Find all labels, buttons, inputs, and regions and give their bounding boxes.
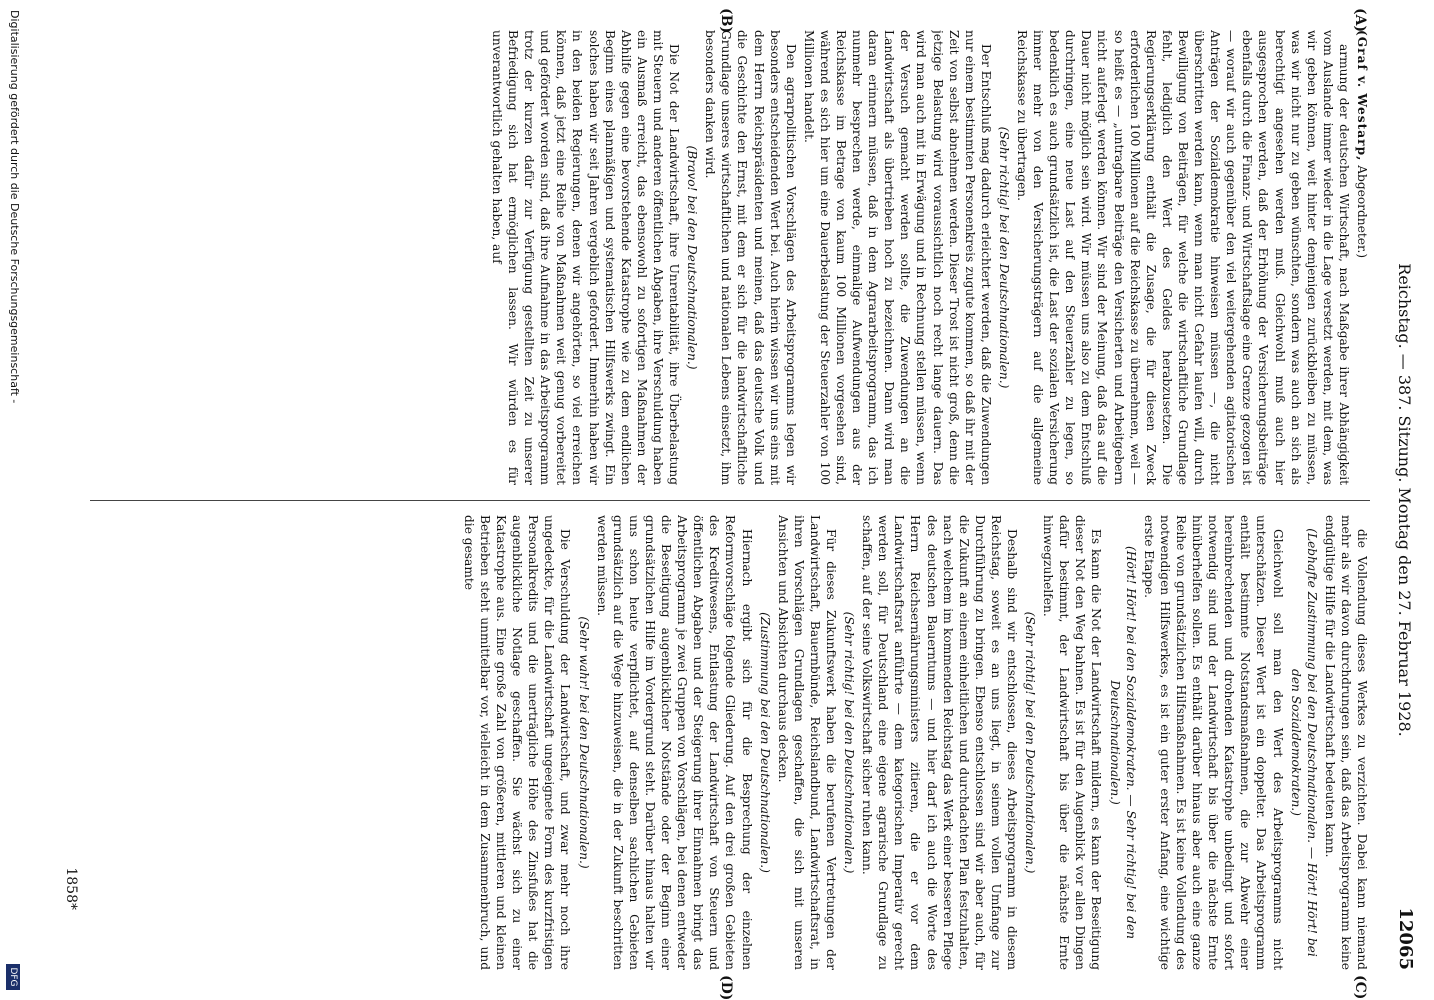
page-header [1380, 30, 1416, 970]
interjection: (Sehr richtig! bei den Deutschnationalen.) [996, 126, 1011, 389]
page-title: Reichstag. — 387. Sitzung. Montag den 27. Februar 1928. [1395, 263, 1414, 737]
paragraph: Für dieses Zukunftswerk haben die berufenen Vertretungen der Landwirtschaft, Bauernbünde, Reichslandbund, Landwirtschaftsrat, in ihren Vorschlägen Grundlagen geschaffen, die sich mit unseren Ansichten und Absichten durchaus decken. [775, 515, 838, 970]
digitization-credit [0, 0, 30, 1000]
interjection: (Hört! Hört! bei den Sozialdemokraten. — Sehr richtig! bei den Deutschnationalen.) [1107, 545, 1138, 940]
interjection: (Sehr richtig! bei den Deutschnationalen.) [1023, 611, 1038, 874]
interjection: (Lebhafte Zustimmung bei den Deutschnationalen. — Hört! Hört! bei den Sozialdemokraten.) [1288, 528, 1319, 957]
paragraph: Gleichwohl soll man den Wert des Arbeitsprogramms nicht unterschätzen. Dieser Wert ist ein doppelter. Das Arbeitsprogramm enthält bestimmte Notstandsmaßnahmen, die zur Abwehr einer hereinbrechenden und drohenden Katastrophe unbedingt und sofort notwendig sind und der Landwirtschaft bis über die nächste Ernte hinüberhelfen sollen. Es enthält darüber hinaus aber auch eine ganze Reihe von grundsätzlichen Hilfsmaßnahmen. Es ist keine Vollendung des notwendigen Hilfswerkes, es ist ein guter erster Anfang, eine wichtige erste Etappe. [1141, 515, 1285, 970]
left-column [90, 30, 1370, 485]
paragraph: Die Verschuldung der Landwirtschaft, und zwar mehr noch ihre ungedeckte, für die Landwirtschaft ungeeignete Form des kurzfristigen Personalkredits und die unerträgliche Höhe des Zinsfußes hat die augenblickliche Notlage geschaffen. Sie wächst sich zu einer Katastrophe aus. Eine große Zahl von größeren, mittleren und kleinen Betrieben steht unmittelbar vor, vielleicht in dem Zusammenbruch, und die gesamte [461, 515, 573, 970]
paragraph: Der Entschluß mag dadurch erleichtert werden, daß die Zuwendungen nur einem bestimmten Personenkreis zugute kommen, so daß ihr mit der Zeit von selbst abnehmen werden. Dieser Trost ist nicht groß, denn die jetzige Belastung wird voraussichtlich noch recht lange dauern. Das wird man auch mit in Erwägung und in Rechnung stellen müssen, wenn der Versuch gemacht werden sollte, die Zuwendungen an die Landwirtschaft als übertrieben hoch zu bezeichnen. Dann wird man daran erinnern müssen, daß in dem Agrararbeitsprogramm, das ich nunmehr besprechen werde, einmalige Aufwendungen aus der Reichskasse im Betrage von kaum 100 Millionen vorgesehen sind, während es sich hier um eine Dauerbelastung der Steuerzahler von 100 Millionen handelt. [801, 30, 993, 485]
paragraph: Die Not der Landwirtschaft, ihre Unrentabilität, ihre Überbelastung mit Steuern und anderen öffentlichen Abgaben, ihre Verschuldung haben ein Ausmaß erreicht, das ebensowohl zu sofortigen Maßnahmen der Abhilfe gegen eine bevorstehende Katastrophe wie zu dem endlichen Beginn eines planmäßigen und systematischen Hilfswerks zwingt. Ein solches haben wir seit Jahren vergeblich gefordert. Immerhin haben wir in den beiden Regierungen, denen wir angehörten, so viel erreichen können, daß jetzt eine Reihe von Maßnahmen weit genug vorbereitet und gefördert worden sind, daß ihre Aufnahme in das Arbeitsprogramm trotz der kurzen dafür zur Verfügung gestellten Zeit zu unserer Befriedigung sich hat ermöglichen lassen. Wir würden es für unverantwortlich gehalten haben, auf [490, 30, 682, 485]
speaker-name: (Graf v. Westarp, [1355, 30, 1369, 162]
margin-mark-a: (A) [1352, 8, 1368, 33]
interjection: (Sehr wahr! bei den Deutschnationalen.) [576, 616, 591, 869]
footer-page-number: 1858* [63, 867, 79, 910]
dfg-logo: DFG [6, 964, 20, 990]
interjection: (Bravo! bei den Deutschnationalen.) [685, 145, 700, 370]
interjection: (Zustimmung bei den Deutschnationalen.) [757, 612, 772, 873]
margin-mark-d: (D) [718, 975, 734, 1000]
paragraph: Hiernach ergibt sich für die Besprechung der einzelnen Reformvorschläge folgende Gliederung. Auf den drei großen Gebieten des Kreditwesens, Entlastung der Landwirtschaft von Steuern und öffentlichen Abgaben und der Steigerung ihrer Einnahmen bringt das Arbeitsprogramm je zwei Gruppen von Vorschlägen, bei denen entweder die Beseitigung augenblicklicher Notstände oder der Beginn einer grundsätzlichen Hilfe im Vordergrund steht. Darüber hinaus halten wir uns schon heute verpflichtet, auf denselben sachlichen Gebieten grundsätzlich auf die Wege hinzuweisen, die in der Zukunft beschritten werden müssen. [594, 515, 754, 970]
margin-mark-b: (B) [718, 8, 734, 34]
credit-text: Digitalisierung gefördert durch die Deutsche Forschungsgemeinschaft - [8, 10, 21, 404]
page-number-right: 12065 [1395, 907, 1416, 970]
paragraph: die Vollendung dieses Werkes zu verzichten. Dabei kann niemand mehr als wir davon durchdrungen sein, daß das Arbeitsprogramm keine endgültige Hilfe für die Landwirtschaft bedeuten kann. [1322, 515, 1369, 970]
right-column [90, 515, 1370, 970]
paragraph: Deshalb sind wir entschlossen, dieses Arbeitsprogramm in diesem Reichstag, soweit es an uns liegt, in seinem vollen Umfange zur Durchführung zu bringen. Ebenso entschlossen sind wir aber auch, für die Zukunft an einem einheitlichen und durchdachten Plan festzuhalten, nach welchem im kommenden Reichstag das Werk einer besseren Pflege des deutschen Bauerntums — und hier darf ich auch die Worte des Herrn Reichsernährungsministers zitieren, die er vor dem Landwirtschaftsrat anführte — dem kategorischen Imperativ gerecht werden soll, für Deutschland eine eigene agrarische Grundlage zu schaffen, auf der seine Volkswirtschaft sicher ruhen kann. [860, 515, 1020, 970]
column-divider [90, 500, 1370, 501]
margin-mark-c: (C) [1352, 975, 1368, 1000]
paragraph: armung der deutschen Wirtschaft, nach Maßgabe ihrer Abhängigkeit vom Auslande immer wieder in die Lage versetzt werden, mit dem, was wir geben können, weit hinter demjenigen zurückbleiben zu müssen, was wir nicht nur zu geben wünschten, sondern was auch an sich als berechtigt angesehen werden muß. Gleichwohl muß auch hier ausgesprochen werden, daß der Erhöhung der Versicherungsbeiträge ebenfalls durch die Finanz- und Wirtschaftslage eine Grenze gezogen ist — worauf wir auch gegenüber den viel weitergehenden agitatorischen Anträgen der Sozialdemokratie hinweisen müssen —, die nicht überschritten werden kann, wenn man nicht Gefahr laufen will, durch Bewilligung von Beiträgen, für welche die wirtschaftliche Grundlage fehlt, lediglich den Wert des Geldes herabzusetzen. Die Regierungserklärung enthält die Zusage, die für diesen Zweck erforderlichen 100 Millionen auf die Reichskasse zu übernehmen, weil — so heißt es — „untragbare Beiträge den Versicherten und Arbeitgebern nicht auferlegt werden können. Wir sind der Meinung, daß das auf die Dauer nicht möglich sein wird. Wir müssen uns also zu dem Entschluß durchringen, eine neue Last auf den Steuerzahler zu legen, so bedenklich es auch grundsätzlich ist, die Last der sozialen Versicherung immer mehr von den Versicherungsträgern auf die allgemeine Reichskasse zu übertragen. [1015, 30, 1351, 485]
speaker-role: Abgeordneter.) [1355, 161, 1369, 259]
interjection: (Sehr richtig! bei den Deutschnationalen.) [842, 611, 857, 874]
paragraph: Den agrarpolitischen Vorschlägen des Arbeitsprogramms legen wir besonders entscheidenden Wert bei. Auch hierin wissen wir uns eins mit dem Herrn Reichspräsidenten und meinen, daß das deutsche Volk und die Geschichte den Ernst, mit dem er sich für die landwirtschaftliche Grundlage unseres wirtschaftlichen und nationalen Lebens einsetzt, ihm besonders danken wird. [703, 30, 798, 485]
paragraph: Es kann die Not der Landwirtschaft mildern, es kann der Beseitigung dieser Not den Weg bahnen. Es ist für den Augenblick vor allen Dingen dafür bestimmt, der Landwirtschaft bis über die nächste Ernte hinwegzuhelfen. [1041, 515, 1104, 970]
speaker-line [1354, 30, 1370, 485]
